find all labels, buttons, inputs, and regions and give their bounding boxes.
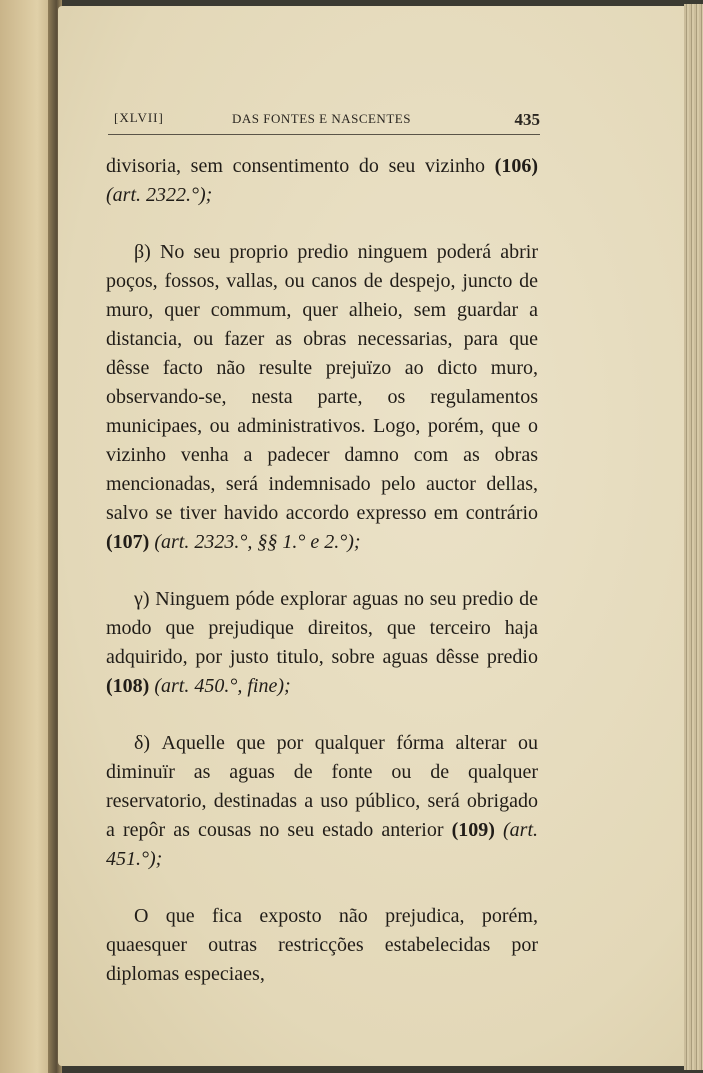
text-run: [495, 819, 503, 841]
article-citation: (art. 2323.°, §§ 1.° e 2.°);: [154, 531, 361, 553]
article-citation: (art. 450.°, fine);: [154, 675, 291, 697]
note-reference: (106): [494, 155, 538, 177]
header-signature: [XLVII]: [114, 110, 164, 125]
text-run: divisoria, sem consentimento do seu vizinho: [106, 155, 495, 177]
text-run: β) No seu proprio predio ninguem poderá abrir poços, fossos, vallas, ou canos de despejo, juncto de muro, quer commum, quer alheio, sem guardar a distancia, ou fazer as obras necessarias, para que dêsse facto não resulte prejuïzo ao dicto muro, observando-se, nesta parte, os regulamentos municipaes, ou administrativos. Logo, porém, que o vizinho venha a padecer damno com as obras mencionadas, será indemnisado pelo auctor dellas, salvo se tiver havido accordo expresso em contrário: [106, 241, 538, 524]
paragraph: [106, 585, 538, 701]
article-citation: (art. 2322.°);: [106, 184, 213, 206]
note-reference: (107): [106, 531, 150, 553]
paragraph: [106, 902, 538, 989]
article-citation: (art. 451.°);: [106, 819, 538, 870]
paragraph: [106, 238, 538, 557]
page-number: 435: [514, 110, 540, 129]
paragraph: [106, 152, 538, 210]
text-run: O que fica exposto não prejudica, porém, quaesquer outras restricções estabelecidas por diplomas especiaes,: [106, 905, 538, 985]
paragraph: [106, 729, 538, 874]
header-title: DAS FONTES E NASCENTES: [232, 111, 411, 126]
text-run: δ) Aquelle que por qualquer fórma alterar ou diminuïr as aguas de fonte ou de qualquer reservatorio, destinadas a uso público, será obrigado a repôr as cousas no seu estado anterior: [106, 732, 538, 841]
page-stack-edge: [684, 4, 703, 1070]
running-header: [114, 110, 540, 132]
body-text: [106, 152, 538, 989]
note-reference: (108): [106, 675, 150, 697]
text-run: γ) Ninguem póde explorar aguas no seu predio de modo que prejudique direitos, que terceiro haja adquirido, por justo titulo, sobre aguas dêsse predio: [106, 588, 538, 668]
note-reference: (109): [451, 819, 495, 841]
header-rule: [108, 134, 540, 135]
